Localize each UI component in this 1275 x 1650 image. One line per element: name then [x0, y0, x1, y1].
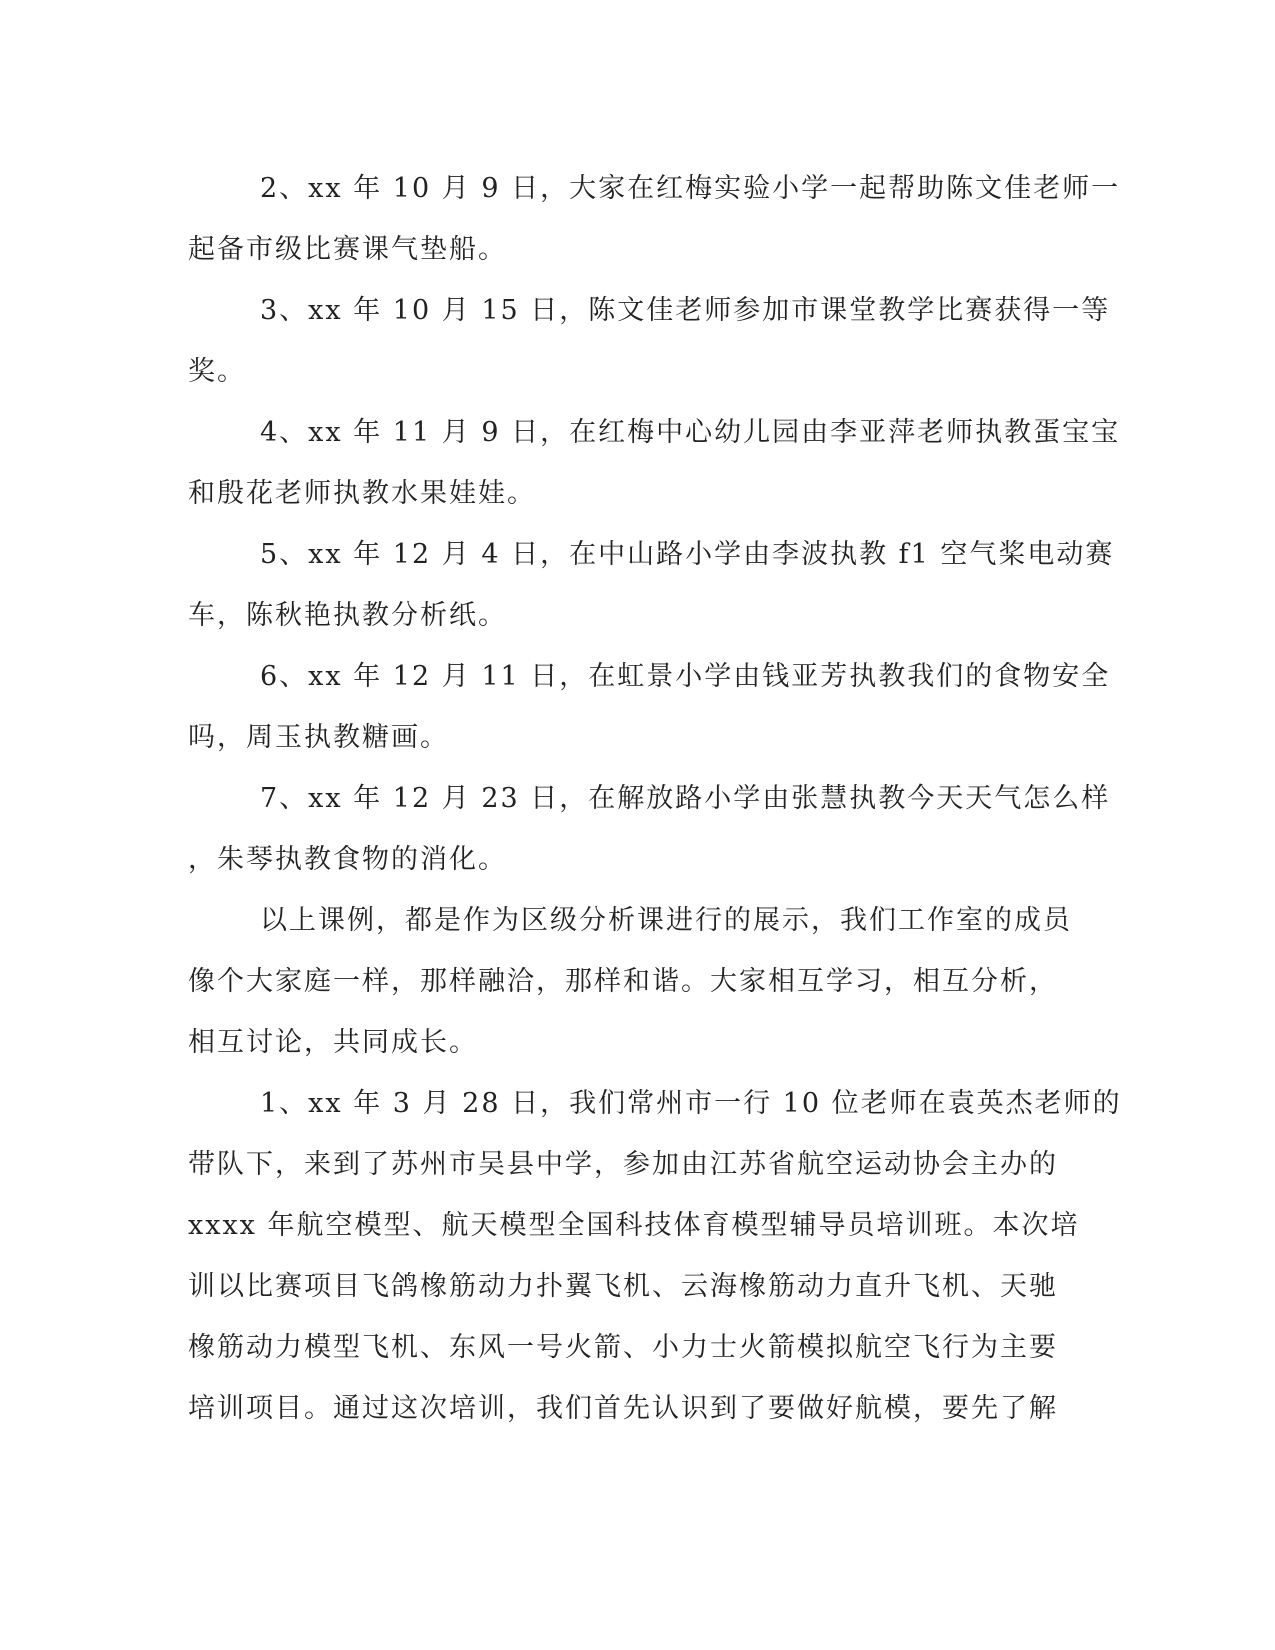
text-line: 像个大家庭一样，那样融洽，那样和谐。大家相互学习，相互分析，: [188, 966, 1058, 997]
text-line: 橡筋动力模型飞机、东风一号火箭、小力士火箭模拟航空飞行为主要: [188, 1332, 1058, 1363]
text-line: 带队下，来到了苏州市吴县中学，参加由江苏省航空运动协会主办的: [188, 1149, 1058, 1180]
text-line: 车，陈秋艳执教分析纸。: [188, 600, 507, 631]
text-line: 相互讨论，共同成长。: [188, 1027, 478, 1058]
text-line: 培训项目。通过这次培训，我们首先认识到了要做好航模，要先了解: [188, 1393, 1058, 1424]
text-line: 5、xx 年 12 月 4 日，在中山路小学由李波执教 f1 空气桨电动赛: [260, 539, 1115, 570]
text-line: 和殷花老师执教水果娃娃。: [188, 478, 536, 509]
text-line: 4、xx 年 11 月 9 日，在红梅中心幼儿园由李亚萍老师执教蛋宝宝: [260, 417, 1121, 448]
text-line: ，朱琴执教食物的消化。: [188, 844, 507, 875]
text-line: xxxx 年航空模型、航天模型全国科技体育模型辅导员培训班。本次培: [188, 1210, 1080, 1241]
text-line: 奖。: [188, 356, 246, 387]
text-line: 1、xx 年 3 月 28 日，我们常州市一行 10 位老师在袁英杰老师的: [260, 1088, 1122, 1119]
text-line: 6、xx 年 12 月 11 日，在虹景小学由钱亚芳执教我们的食物安全: [260, 661, 1111, 692]
text-line: 7、xx 年 12 月 23 日，在解放路小学由张慧执教今天天气怎么样: [260, 783, 1111, 814]
text-line: 训以比赛项目飞鸽橡筋动力扑翼飞机、云海橡筋动力直升飞机、天驰: [188, 1271, 1058, 1302]
text-line: 以上课例，都是作为区级分析课进行的展示，我们工作室的成员: [260, 905, 1072, 936]
text-line: 起备市级比赛课气垫船。: [188, 234, 507, 265]
text-line: 吗，周玉执教糖画。: [188, 722, 449, 753]
text-line: 3、xx 年 10 月 15 日，陈文佳老师参加市课堂教学比赛获得一等: [260, 295, 1111, 326]
document-body: [188, 158, 1122, 1439]
text-line: 2、xx 年 10 月 9 日，大家在红梅实验小学一起帮助陈文佳老师一: [260, 173, 1121, 204]
